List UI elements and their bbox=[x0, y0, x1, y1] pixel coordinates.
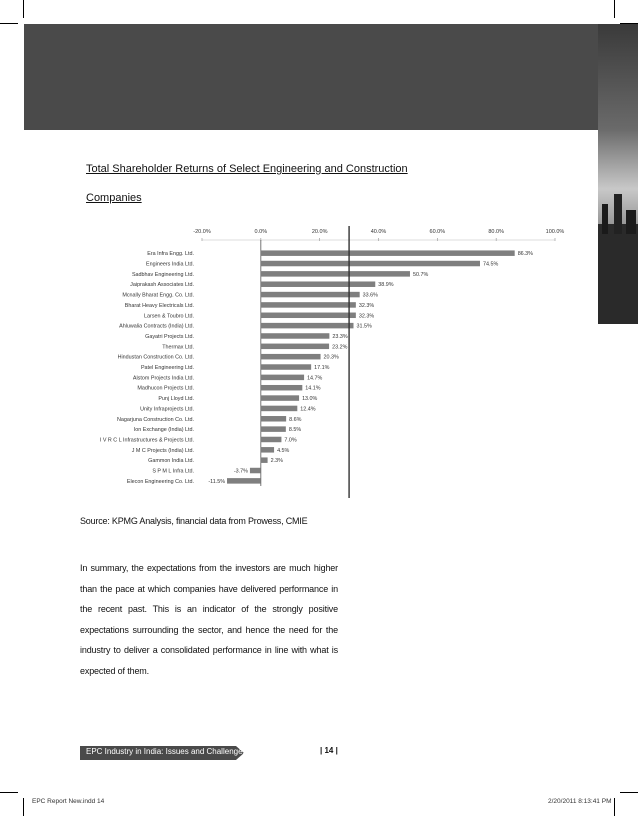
category-label: Era Infra Engg. Ltd. bbox=[147, 251, 194, 258]
bar bbox=[261, 261, 480, 267]
data-label: 8.6% bbox=[289, 416, 302, 423]
bar bbox=[261, 354, 321, 360]
category-label: Patel Engineering Ltd. bbox=[140, 365, 194, 372]
data-label: 74.5% bbox=[482, 261, 499, 268]
crop-mark bbox=[614, 798, 615, 816]
crop-mark bbox=[614, 0, 615, 18]
tsr-bar-chart bbox=[80, 220, 570, 500]
data-label: 23.2% bbox=[332, 344, 348, 351]
bar bbox=[261, 302, 356, 308]
category-label: Alstom Projects India Ltd. bbox=[132, 375, 194, 382]
data-label: 32.3% bbox=[358, 313, 375, 320]
category-label: Jaiprakash Associates Ltd. bbox=[130, 282, 194, 289]
category-label: Mcnally Bharat Engg. Co. Ltd. bbox=[122, 292, 194, 299]
category-label: Nagarjuna Construction Co. Ltd. bbox=[116, 416, 194, 423]
bar bbox=[261, 333, 330, 339]
bar bbox=[227, 478, 261, 484]
bar bbox=[261, 447, 274, 453]
x-tick-label: 80.0% bbox=[488, 229, 504, 235]
bar bbox=[261, 344, 329, 350]
data-label: 33.6% bbox=[362, 292, 378, 299]
category-label: Thermax Ltd. bbox=[162, 344, 194, 351]
bar bbox=[261, 406, 297, 412]
x-tick-label: 40.0% bbox=[370, 229, 387, 235]
category-label: Gammon India Ltd. bbox=[148, 458, 194, 465]
category-label: S P M L Infra Ltd. bbox=[152, 468, 194, 475]
bar bbox=[261, 250, 515, 256]
crop-mark bbox=[23, 0, 24, 18]
bar bbox=[250, 468, 261, 474]
data-label: 14.1% bbox=[305, 385, 321, 392]
data-label: 14.7% bbox=[307, 375, 323, 382]
data-label: 50.7% bbox=[412, 271, 429, 278]
data-label: 13.0% bbox=[302, 396, 318, 403]
crop-mark bbox=[0, 23, 18, 24]
category-label: Unity Infraprojects Ltd. bbox=[140, 406, 194, 413]
category-label: Punj Lloyd Ltd. bbox=[158, 396, 194, 403]
category-label: Ion Exchange (India) Ltd. bbox=[133, 427, 194, 434]
summary-paragraph: In summary, the expectations from the investors are much higher than the pace at which companies have delivered performance in the recent past. This is an indicator of the strongly positive expectations surrounding the sector, and hence the need for the industry to deliver a consolidated performance in line with what is expected of them. bbox=[80, 563, 338, 676]
header-band bbox=[24, 24, 624, 130]
category-label: Hindustan Construction Co. Ltd. bbox=[117, 354, 194, 361]
data-label: 4.5% bbox=[277, 447, 290, 454]
category-label: I V R C L Infrastructures & Projects Ltd. bbox=[99, 437, 194, 444]
bar bbox=[261, 457, 268, 463]
data-label: 8.5% bbox=[288, 427, 302, 434]
data-label: 32.3% bbox=[358, 302, 375, 309]
category-label: Bharat Heavy Electricals Ltd. bbox=[124, 302, 194, 309]
footer-title: EPC Industry in India: Issues and Challenges bbox=[86, 747, 247, 756]
bar bbox=[261, 281, 375, 287]
category-label: Gayatri Projects Ltd. bbox=[145, 333, 194, 340]
category-label: Engineers India Ltd. bbox=[146, 261, 194, 268]
data-label: 23.3% bbox=[332, 333, 348, 340]
data-label: 38.9% bbox=[378, 282, 394, 289]
category-label: Ahluwalia Contracts (India) Ltd. bbox=[119, 323, 194, 330]
crop-mark bbox=[0, 792, 18, 793]
bar bbox=[261, 437, 282, 443]
bar bbox=[261, 385, 302, 391]
bar bbox=[261, 375, 304, 381]
category-label: Madhucon Projects Ltd. bbox=[137, 385, 194, 392]
crop-mark bbox=[620, 792, 638, 793]
header-photo bbox=[598, 24, 638, 324]
data-label: 17.1% bbox=[314, 365, 330, 372]
slug-file: EPC Report New.indd 14 bbox=[32, 798, 105, 805]
data-label: 12.4% bbox=[300, 406, 316, 413]
chart-title: Total Shareholder Returns of Select Engineering and Construction bbox=[86, 163, 408, 175]
crop-mark bbox=[23, 798, 24, 816]
data-label: 31.5% bbox=[356, 323, 372, 330]
x-tick-label: -20.0% bbox=[193, 229, 211, 235]
page-number: | 14 | bbox=[320, 746, 338, 755]
data-label: 7.0% bbox=[284, 437, 297, 444]
bar bbox=[261, 313, 356, 319]
data-label: -11.5% bbox=[208, 478, 226, 485]
source-note: Source: KPMG Analysis, financial data from Prowess, CMIE bbox=[80, 516, 308, 526]
category-label: Larsen & Toubro Ltd. bbox=[144, 313, 194, 320]
bar bbox=[261, 426, 286, 432]
x-tick-label: 60.0% bbox=[429, 229, 446, 235]
x-tick-label: 0.0% bbox=[254, 229, 268, 235]
bar bbox=[261, 364, 311, 370]
data-label: 20.3% bbox=[323, 354, 339, 361]
slug-timestamp: 2/20/2011 8:13:41 PM bbox=[548, 798, 612, 805]
data-label: -3.7% bbox=[233, 468, 248, 475]
category-label: J M C Projects (India) Ltd. bbox=[131, 447, 194, 454]
x-tick-label: 100.0% bbox=[545, 229, 565, 235]
category-label: Sadbhav Engineering Ltd. bbox=[131, 271, 194, 278]
bar bbox=[261, 416, 286, 422]
chart-title-continued: Companies bbox=[86, 192, 142, 204]
bar bbox=[261, 271, 410, 277]
x-tick-label: 20.0% bbox=[311, 229, 328, 235]
bar bbox=[261, 292, 360, 298]
category-label: Elecon Engineering Co. Ltd. bbox=[126, 478, 194, 485]
data-label: 2.3% bbox=[270, 458, 283, 465]
bar bbox=[261, 395, 299, 401]
data-label: 86.3% bbox=[517, 251, 533, 258]
bar bbox=[261, 323, 354, 329]
